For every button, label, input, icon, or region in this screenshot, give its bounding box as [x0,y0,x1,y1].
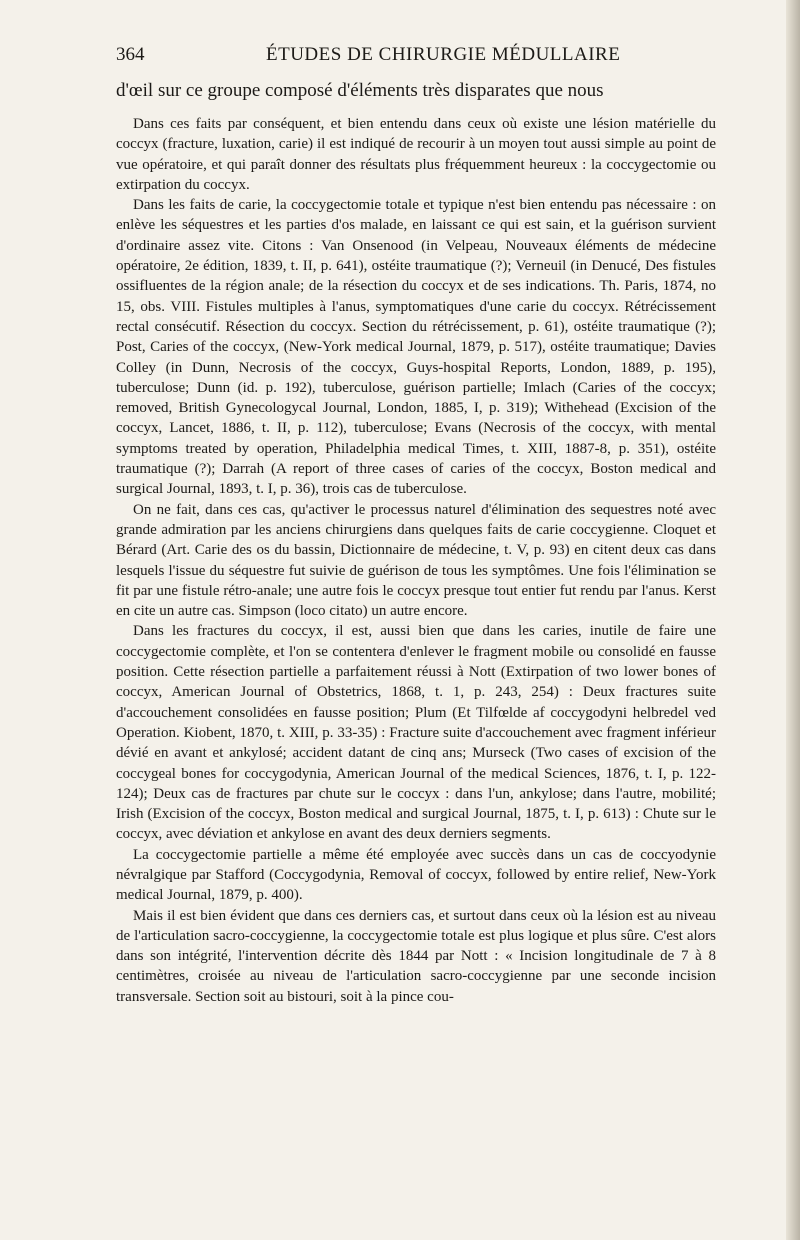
paragraph-coccygectomie-intro: Dans ces faits par conséquent, et bien entendu dans ceux où existe une lésion matérielle du coccyx (fracture, luxation, carie) il est indiqué de recourir à un moyen tout aussi simple au point de vue opératoire, et qui paraît donner des résultats plus fréquemment heureux : la coccygectomie ou extirpation du coccyx. [116,116,716,193]
running-head-title: ÉTUDES DE CHIRURGIE MÉDULLAIRE [266,44,621,65]
page-number: 364 [116,44,145,65]
running-header [116,44,716,70]
paragraph-coccygodynie: La coccygectomie partielle a même été employée avec succès dans un cas de coccyodynie névralgique par Stafford (Coccygodynia, Removal of coccyx, followed by entire relief, New-York medical Journal, 1879, p. 400). [116,846,716,904]
paragraph-fractures: Dans les fractures du coccyx, il est, aussi bien que dans les caries, inutile de faire une coccygectomie complète, et l'on se contentera d'enlever le fragment mobile ou consolidé en fausse position. Cette résection partielle a parfaitement réussi à Nott (Extirpation of two lower bones of coccyx, American Journal of Obstetrics, 1868, t. 1, p. 243, 254) : Deux fractures suite d'accouchement consolidées en fausse position; Plum (Et Tilfœlde af coccygodyni helbredel ved Operation. Kiobent, 1870, t. XIII, p. 33-35) : Fracture suite d'accouchement avec fragment inférieur dévié en avant et ankylosé; accident datant de cinq ans; Murseck (Two cases of excision of the coccygeal bones for coccygodynia, American Journal of the medical Sciences, 1876, t. I, p. 122-124); Deux cas de fractures par chute sur le coccyx : dans l'un, ankylose; dans l'autre, mobilité; Irish (Excision of the coccyx, Boston medical and surgical Journal, 1875, t. I, p. 613) : Chute sur le coccyx, avec déviation et ankylose en avant des deux derniers segments. [116,623,716,843]
paragraph-carie-cases: Dans les faits de carie, la coccygectomie totale et typique n'est bien entendu pas nécessaire : on enlève les séquestres et les parties d'os malade, en laissant ce qui est sain, et la guérison survient d'ordinaire assez vite. Citons : Van Onsenood (in Velpeau, Nouveaux éléments de médecine opératoire, 2e édition, 1839, t. II, p. 641), ostéite traumatique (?); Verneuil (in Denucé, Des fistules ossifluentes de la région anale; de la résection du coccyx et de ses indications. Th. Paris, 1874, no 15, obs. VIII. Fistules multiples à l'anus, symptomatiques d'une carie du coccyx. Rétrécissement rectal consécutif. Résection du coccyx. Section du rétrécissement, p. 61), ostéite traumatique (?); Post, Caries of the coccyx, (New-York medical Journal, 1879, p. 517), ostéite traumatique; Davies Colley (in Dunn, Necrosis of the coccyx, Guys-hospital Reports, London, 1889, p. 195), tuberculose; Dunn (id. p. 192), tuberculose, guérison partielle; Imlach (Caries of the coccyx; removed, British Gynecologycal Journal, London, 1885, I, p. 319); Withehead (Excision of the coccyx, Lancet, 1886, t. II, p. 112), tuberculose; Evans (Necrosis of the coccyx, with mental symptoms treated by operation, Philadelphia medical Times, t. XIII, 1887-8, p. 351), ostéite traumatique (?); Darrah (A report of three cases of caries of the coccyx, Boston medical and surgical Journal, 1893, t. I, p. 36), trois cas de tuberculose. [116,197,716,498]
paragraph-elimination-sequestres: On ne fait, dans ces cas, qu'activer le processus naturel d'élimination des sequestres noté avec grande admiration par les anciens chirurgiens dans quelques faits de carie coccygienne. Cloquet et Bérard (Art. Carie des os du bassin, Dictionnaire de médecine, t. V, p. 93) en citent deux cas dans lesquels l'issue du séquestre fut suivie de guérison de tous les symptômes. Une fois l'élimination se fit par une fistule rétro-anale; une autre fois le coccyx presque tout entier fut rendu par l'anus. Kerst en cite un autre cas. Simpson (loco citato) un autre encore. [116,501,716,620]
lead-line: d'œil sur ce groupe composé d'éléments très disparates que nous [116,80,604,101]
page-body [116,78,716,1007]
paragraph-coccygectomie-totale: Mais il est bien évident que dans ces derniers cas, et surtout dans ceux où la lésion est au niveau de l'articulation sacro-coccygienne, la coccygectomie totale est plus logique et plus sûre. C'est alors dans son intégrité, l'intervention décrite dès 1844 par Nott : « Incision longitudinale de 7 à 8 centimètres, croisée au niveau de l'articulation sacro-coccygienne par une seconde incision transversale. Section soit au bistouri, soit à la pince cou- [116,907,716,1005]
page-edge-shadow [786,0,800,1240]
